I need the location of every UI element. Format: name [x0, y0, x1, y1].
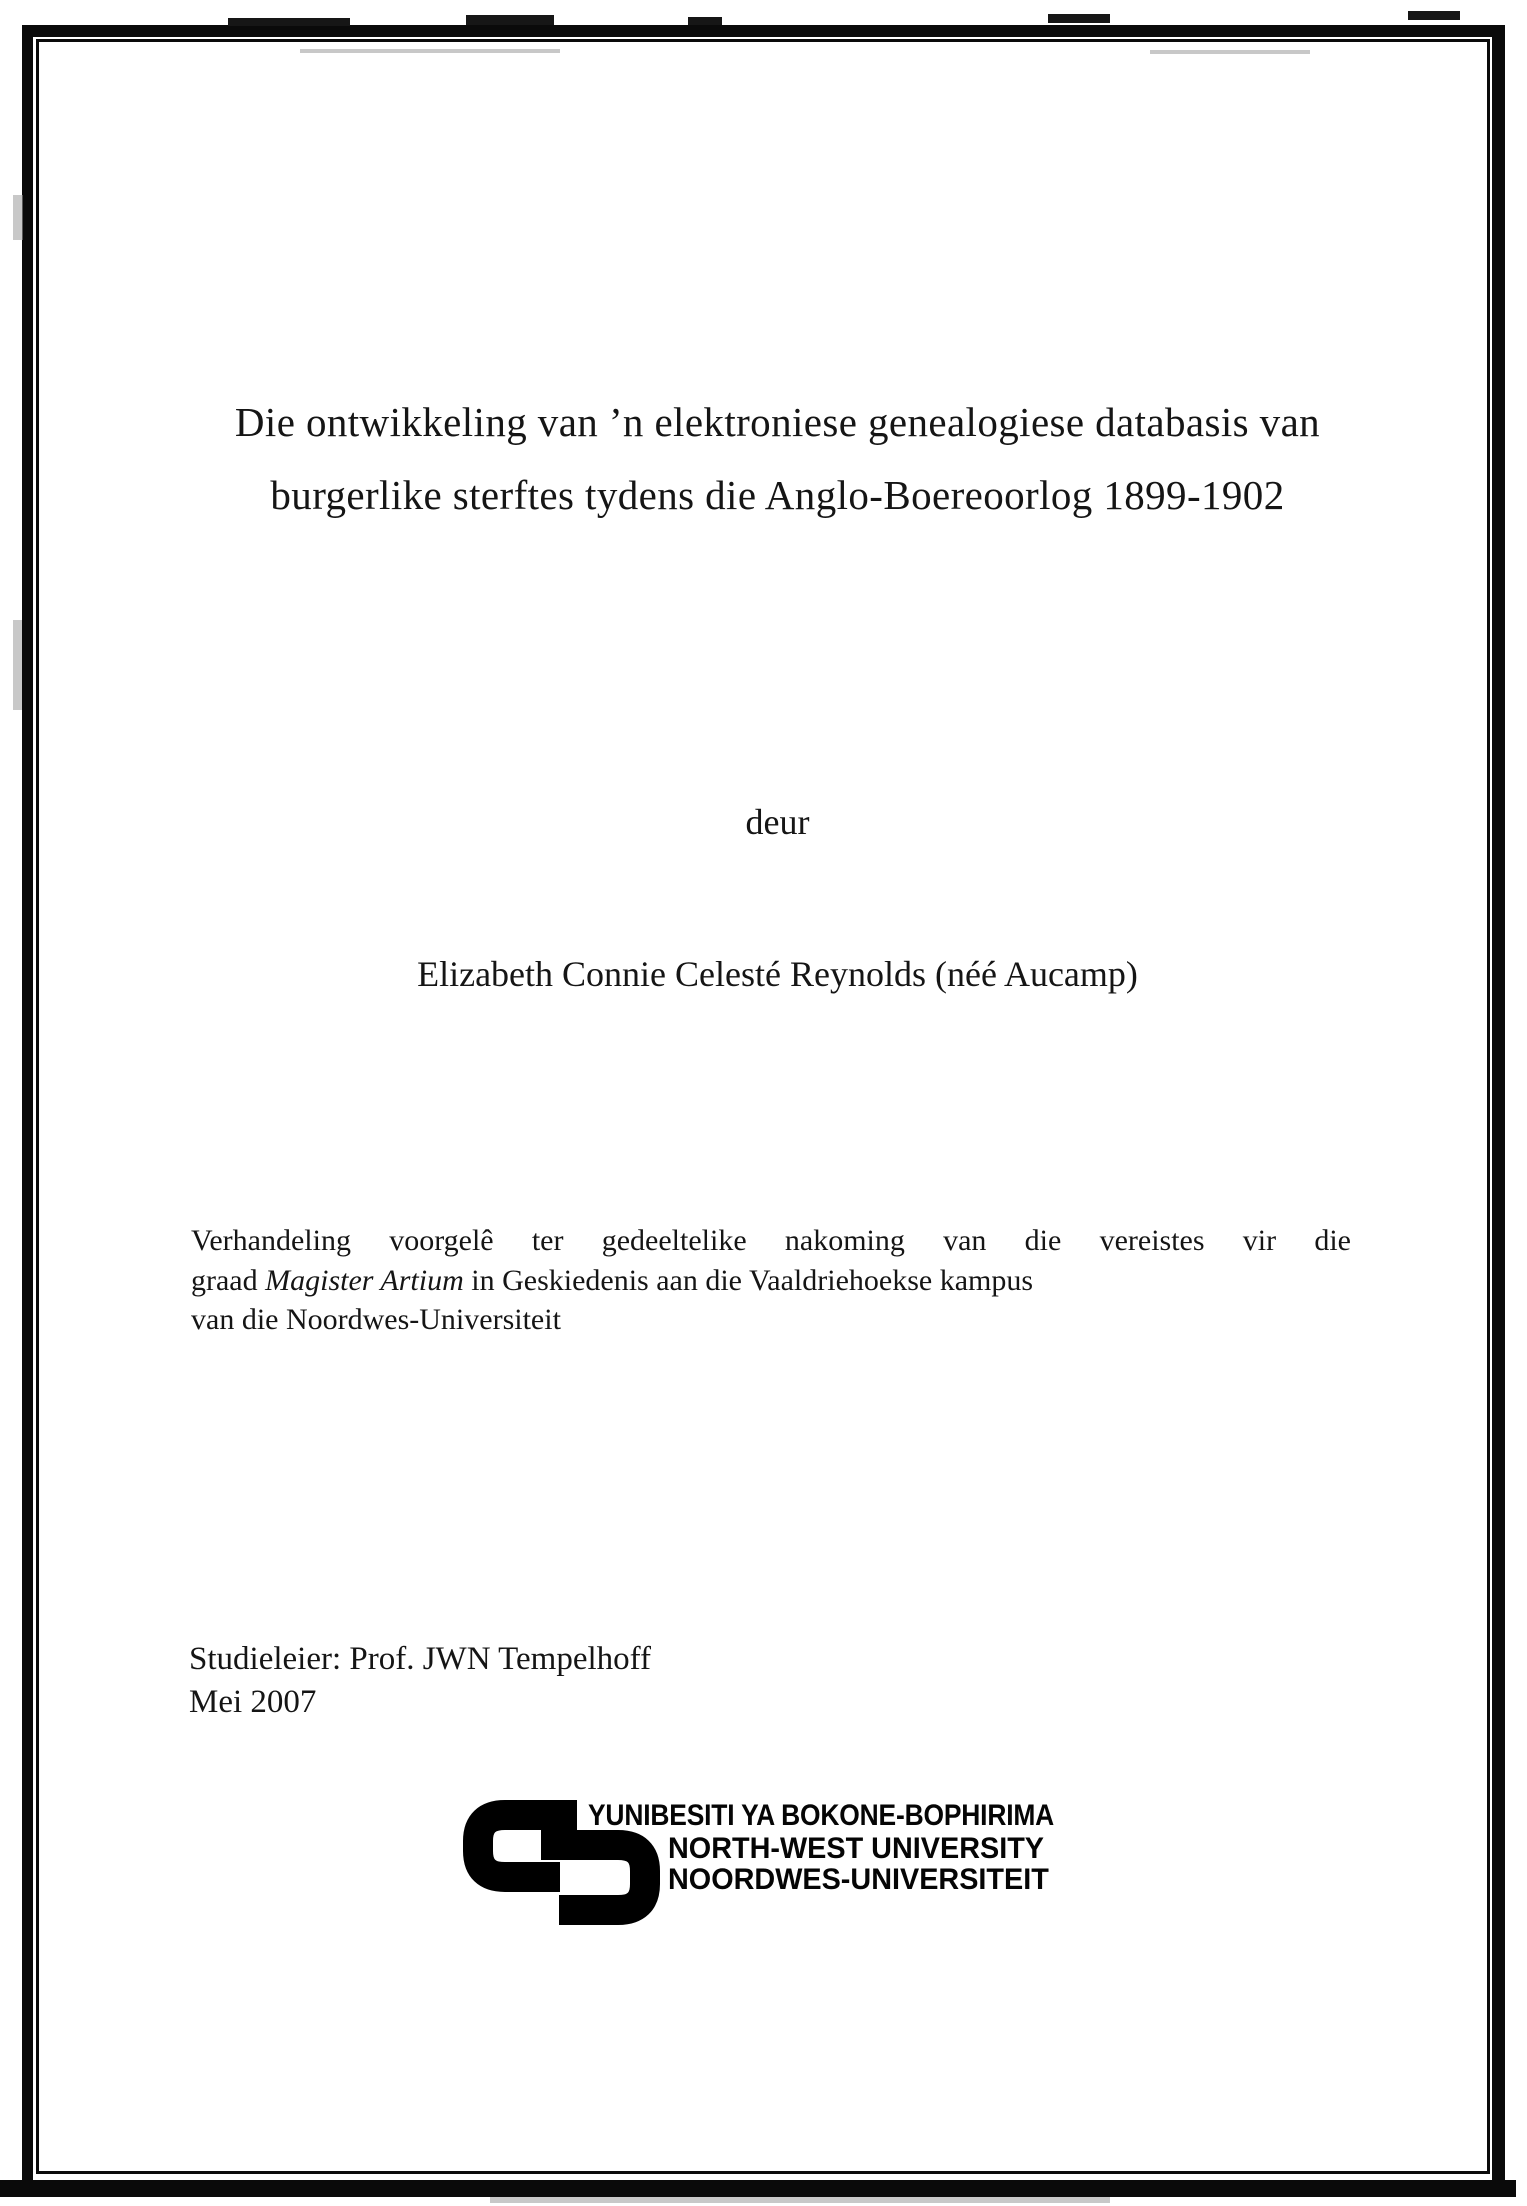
logo-text-afrikaans: NOORDWES-UNIVERSITEIT — [668, 1863, 1049, 1896]
scan-artifact — [490, 2197, 1110, 2203]
submission-note-line-2-suffix: in Geskiedenis aan die Vaaldriehoekse kampus — [463, 1263, 1034, 1297]
scan-artifact — [300, 49, 560, 53]
scan-artifact — [1408, 11, 1460, 20]
submission-note-line-2 — [191, 1261, 1351, 1301]
logo-text-setswana: YUNIBESITI YA BOKONE-BOPHIRIMA — [588, 1799, 1055, 1832]
thesis-title-line-1: Die ontwikkeling van ’n elektroniese genealogiese databasis van — [234, 399, 1321, 445]
submission-note-line-1: Verhandeling voorgelê ter gedeeltelike nakoming van die vereistes vir die — [191, 1224, 1351, 1257]
submission-note — [191, 1221, 1351, 1340]
supervisor-block — [189, 1638, 651, 1724]
scan-artifact — [1150, 50, 1310, 54]
byline-label: deur — [745, 802, 810, 842]
submission-note-line-2-prefix: graad — [191, 1263, 266, 1297]
logo-text-english: NORTH-WEST UNIVERSITY — [668, 1832, 1045, 1865]
page-border-top — [22, 25, 1505, 37]
author-name: Elizabeth Connie Celesté Reynolds (néé Aucamp) — [417, 954, 1138, 994]
supervisor-line: Studieleier: Prof. JWN Tempelhoff — [189, 1641, 652, 1677]
page-border-bottom — [0, 2180, 1516, 2197]
scan-artifact — [688, 17, 722, 25]
scan-artifact — [1048, 14, 1110, 23]
scan-artifact — [13, 195, 23, 240]
page-border-left — [22, 25, 33, 2196]
thesis-title — [14, 386, 1527, 532]
scan-artifact — [228, 18, 350, 26]
page-border-right — [1492, 25, 1505, 2187]
submission-note-line-3: van die Noordwes-Universiteit — [191, 1303, 561, 1336]
thesis-title-line-2: burgerlike sterftes tydens die Anglo-Boereoorlog 1899-1902 — [270, 472, 1285, 518]
date-line: Mei 2007 — [189, 1684, 317, 1720]
scan-artifact — [466, 15, 554, 25]
scan-artifact — [13, 620, 22, 710]
degree-name-italic: Magister Artium — [265, 1263, 464, 1297]
